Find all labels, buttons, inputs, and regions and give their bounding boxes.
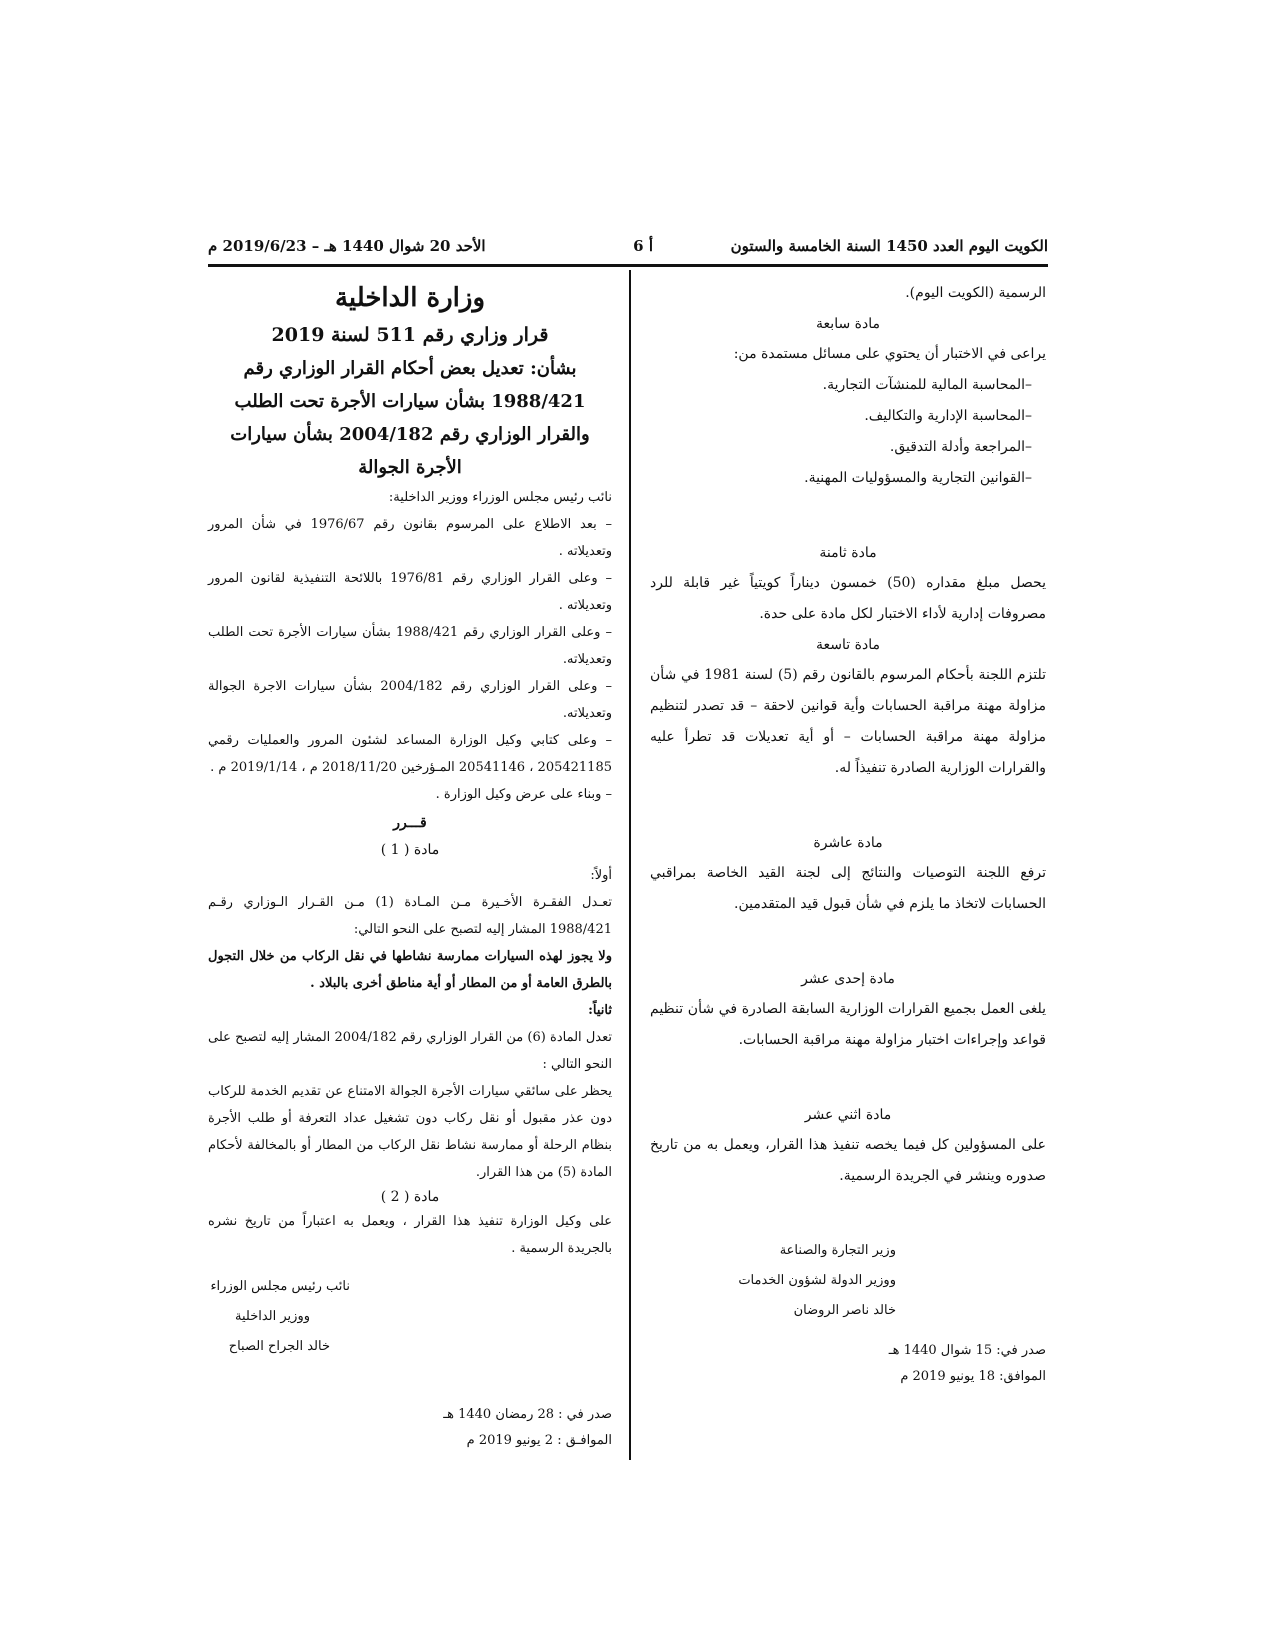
left-column: [208, 278, 612, 1454]
issue-date: الأحد 20 شوال 1440 هـ – 2019/6/23 م: [208, 237, 486, 255]
issued-date-block: [422, 1402, 612, 1454]
article-7-text: يراعى في الاختبار أن يحتوي على مسائل مستمدة من:: [733, 346, 1046, 362]
article-7-item: –المراجعة وأدلة التدقيق.: [889, 439, 1032, 455]
gazette-issue-info: الكويت اليوم العدد 1450 السنة الخامسة والستون: [730, 237, 1048, 255]
preamble-item: – وعلى القرار الوزاري رقم 2004/182 بشأن سيارات الاجرة الجوالة وتعديلاته.: [208, 679, 612, 721]
ministry-title: وزارة الداخلية: [334, 283, 486, 313]
article-7-item: –المحاسبة المالية للمنشآت التجارية.: [822, 377, 1032, 393]
decree-subject: بشأن: تعديل بعض أحكام القرار الوزاري رقم 1988/421 بشأن سيارات الأجرة تحت الطلب والقرار الوزاري رقم 2004/182 بشأن سيارات الأجرة الجوالة: [230, 358, 590, 478]
signatory-title: ووزير الداخلية: [235, 1309, 310, 1324]
article-11-text: يلغى العمل بجميع القرارات الوزارية السابقة الصادرة في شأن تنظيم قواعد وإجراءات اختبار مزاولة مهنة مراقبة الحسابات.: [650, 1001, 1046, 1048]
article-12-title: مادة اثني عشر: [804, 1107, 892, 1123]
article-7-item: –القوانين التجارية والمسؤوليات المهنية.: [804, 470, 1032, 486]
article-7-title: مادة سابعة: [816, 316, 880, 332]
signatory-title: نائب رئيس مجلس الوزراء: [210, 1279, 350, 1294]
article-9-title: مادة تاسعة: [816, 637, 880, 653]
signatory-title: وزير التجارة والصناعة: [779, 1243, 896, 1258]
signature-block: [676, 1236, 896, 1326]
preamble-item: – وعلى القرار الوزاري رقم 1988/421 بشأن سيارات الأجرة تحت الطلب وتعديلاته.: [208, 625, 612, 667]
first-amendment-text: تعـدل الفقـرة الأخـيرة مـن المـادة (1) مـن القـرار الـوزاري رقـم 1988/421 المشار إليه لتصبح على النحو التالي:: [208, 895, 612, 937]
preamble-item: – وعلى كتابي وكيل الوزارة المساعد لشئون المرور والعمليات رقمي 205421185 ، 20541146 المـؤرخين 2018/11/20 م ، 2019/1/14 م .: [208, 733, 612, 775]
article-10-text: ترفع اللجنة التوصيات والنتائج إلى لجنة القيد الخاصة بمراقبي الحسابات لاتخاذ ما يلزم في شأن قبول قيد المتقدمين.: [650, 865, 1046, 912]
article-7-item: –المحاسبة الإدارية والتكاليف.: [864, 408, 1032, 424]
preamble-item: – بعد الاطلاع على المرسوم بقانون رقم 1976/67 في شأن المرور وتعديلاته .: [208, 517, 612, 559]
signatory-name: خالد ناصر الروضان: [793, 1303, 896, 1318]
header-rule: [208, 264, 1048, 267]
signatory-title: ووزير الدولة لشؤون الخدمات: [738, 1273, 896, 1288]
article-2-text: على وكيل الوزارة تنفيذ هذا القرار ، ويعمل به اعتباراً من تاريخ نشره بالجريدة الرسمية .: [208, 1214, 612, 1256]
right-column: [650, 278, 1046, 1390]
issuer-line: نائب رئيس مجلس الوزراء ووزير الداخلية:: [388, 490, 612, 505]
preamble-item: – وبناء على عرض وكيل الوزارة .: [435, 787, 612, 802]
issued-date-hijri: صدر في: 15 شوال 1440 هـ: [888, 1343, 1046, 1358]
article-10-title: مادة عاشرة: [813, 835, 883, 851]
page-number: أ 6: [633, 237, 653, 255]
issued-date-gregorian: الموافق: 18 يونيو 2019 م: [900, 1369, 1046, 1384]
first-label: أولاً:: [590, 868, 612, 883]
article-11-title: مادة إحدى عشر: [801, 971, 895, 987]
article-8-title: مادة ثامنة: [819, 545, 877, 561]
issued-date-hijri: صدر في : 28 رمضان 1440 هـ: [443, 1407, 612, 1422]
issued-date-gregorian: الموافـق : 2 يونيو 2019 م: [466, 1433, 612, 1448]
second-amendment-quote: يحظر على سائقي سيارات الأجرة الجوالة الامتناع عن تقديم الخدمة للركاب دون عذر مقبول أو نقل ركاب دون تشغيل عداد التعرفة أو طلب الأجرة بنظام الرحلة أو ممارسة نشاط نقل الركاب من المطار أو بالمخالفة لأحكام المادة (5) من هذا القرار.: [208, 1084, 612, 1180]
second-label: ثانياً:: [588, 1003, 612, 1018]
page-header: [208, 237, 1048, 263]
signatory-name: خالد الجراح الصباح: [228, 1339, 330, 1354]
signature-block: [160, 1272, 350, 1362]
column-divider: [629, 270, 631, 1460]
article-9-text: تلتزم اللجنة بأحكام المرسوم بالقانون رقم (5) لسنة 1981 في شأن مزاولة مهنة مراقبة الحسابات وأية قوانين لاحقة – قد تصدر لتنظيم مزاولة مهنة مراقبة الحسابات – أو أية تعديلات قد تطرأ عليه والقرارات الوزارية الصادرة تنفيذاً له.: [650, 667, 1046, 776]
decree-number: قرار وزاري رقم 511 لسنة 2019: [271, 324, 549, 346]
first-amendment-quote: ولا يجوز لهذه السيارات ممارسة نشاطها في نقل الركاب من خلال التجول بالطرق العامة أو من المطار أو أية مناطق أخرى بالبلاد .: [208, 949, 612, 991]
second-amendment-text: تعدل المادة (6) من القرار الوزاري رقم 2004/182 المشار إليه لتصبح على النحو التالي :: [208, 1030, 612, 1072]
article-2-title: مادة ( 2 ): [380, 1189, 440, 1205]
intro-line: الرسمية (الكويت اليوم).: [905, 285, 1046, 301]
article-8-text: يحصل مبلغ مقداره (50) خمسون ديناراً كويتياً غير قابلة للرد مصروفات إدارية لأداء الاختبار لكل مادة على حدة.: [650, 575, 1046, 622]
article-1-title: مادة ( 1 ): [380, 842, 440, 858]
preamble-item: – وعلى القرار الوزاري رقم 1976/81 باللائحة التنفيذية لقانون المرور وتعديلاته .: [208, 571, 612, 613]
decided-heading: قـــرر: [393, 815, 427, 831]
article-12-text: على المسؤولين كل فيما يخصه تنفيذ هذا القرار، ويعمل به من تاريخ صدوره وينشر في الجريدة الرسمية.: [650, 1137, 1046, 1184]
